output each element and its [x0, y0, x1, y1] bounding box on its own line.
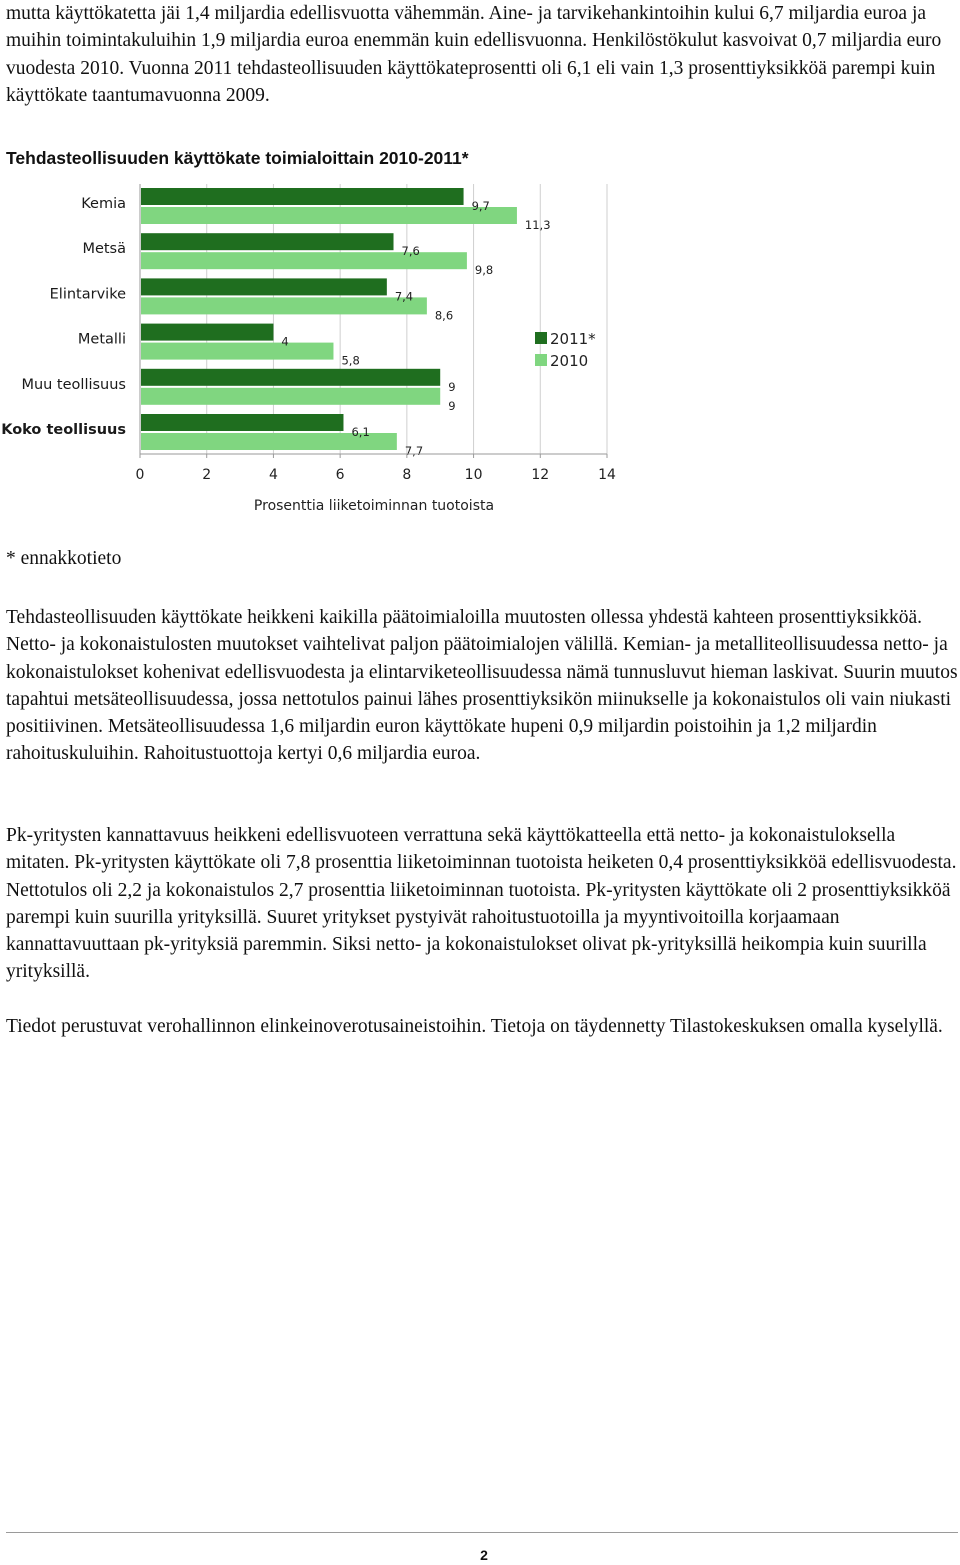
bar-2011 [141, 324, 273, 341]
data-label: 9,8 [474, 263, 494, 278]
x-tick-label: 0 [135, 467, 145, 483]
legend-label: 2010 [550, 352, 589, 370]
chart-footnote: * ennakkotieto [6, 548, 122, 569]
x-tick-label: 12 [531, 467, 550, 483]
bar-2010 [141, 297, 427, 314]
data-label: 7,4 [394, 289, 414, 304]
page-number: 2 [480, 1547, 488, 1563]
x-axis-label: Prosenttia liiketoiminnan tuotoista [253, 498, 495, 514]
intro-paragraph: mutta käyttökatetta jäi 1,4 miljardia edellisvuotta vähemmän. Aine- ja tarvikehankintoihin kului 6,7 miljardia euroa ja muihin toimintakuluihin 1,9 miljardia euroa enemmän kuin edellisvuonna. Henkilöstökulut kasvoivat 0,7 miljardia euro vuodesta 2010. Vuonna 2011 tehdasteollisuuden käyttökateprosentti oli 6,1 eli vain 1,3 prosenttiyksikköä parempi kuin käyttökate taantumavuonna 2009. [6, 3, 942, 106]
bar-chart [0, 170, 960, 520]
data-label: 6,1 [351, 425, 370, 439]
x-tick-label: 6 [335, 467, 345, 483]
chart-legend [535, 330, 596, 370]
data-label: 7,6 [401, 244, 420, 259]
body-paragraph-2: Pk-yritysten kannattavuus heikkeni edellisvuoteen verrattuna sekä käyttökatteella että netto- ja kokonaistuloksella mitaten. Pk-yritysten käyttökate oli 7,8 prosenttia liiketoiminnan tuotoista heiketen 0,4 prosenttiyksikköä edellisvuodesta. Nettotulos oli 2,2 ja kokonaistulos 2,7 prosenttia liiketoiminnan tuotoista. Pk-yritysten käyttökate oli 2 prosenttiyksikköä parempi kuin suurilla yrityksillä. Suuret yritykset pystyivät rahoitustuotoilla ja myyntivoitoilla korjaamaan kannattavuuttaan pk-yrityksiä paremmin. Siksi netto- ja kokonaistulokset olivat pk-yrityksillä heikompia kuin suurilla yrityksillä. [6, 825, 957, 983]
bar-2011 [141, 233, 394, 250]
category-label: Elintarvike [49, 286, 126, 303]
legend-swatch [535, 332, 547, 344]
x-tick-label: 14 [598, 467, 616, 483]
data-label: 7,7 [404, 444, 424, 458]
bar-2010 [141, 343, 333, 360]
chart-category-labels [1, 196, 126, 438]
x-tick-label: 10 [464, 467, 483, 483]
x-tick-label: 2 [202, 467, 212, 483]
category-label: Koko teollisuus [1, 422, 126, 438]
legend-swatch [535, 354, 547, 366]
bar-2011 [141, 414, 343, 431]
category-label: Metalli [77, 331, 126, 348]
bar-2010 [141, 207, 517, 224]
body-paragraph-1: Tehdasteollisuuden käyttökate heikkeni kaikilla päätoimialoilla muutosten ollessa yhdestä kahteen prosenttiyksikköä. Netto- ja kokonaistulosten muutokset vaihtelivat paljon päätoimialojen välillä. Kemian- ja metalliteollisuudessa netto- ja kokonaistulokset kohenivat edellisvuodesta ja elintarviketeollisuudessa nämä tunnusluvut hieman laskivat. Suurin muutos tapahtui metsäteollisuudessa, jossa nettotulos painui lähes prosenttiyksikön miinukselle ja kokonaistulos oli vain niukasti positiivinen. Metsäteollisuudessa 1,6 miljardin euron käyttökate hupeni 0,9 miljardin poistoihin ja 1,2 miljardin rahoituskuluihin. Rahoitustuottoja kertyi 0,6 miljardia euroa. [6, 607, 958, 765]
data-label: 4 [281, 334, 289, 349]
category-label: Metsä [82, 241, 126, 258]
data-label: 9,7 [471, 199, 490, 213]
footer-divider [6, 1532, 958, 1533]
chart-bars [141, 188, 517, 450]
x-tick-label: 4 [268, 467, 278, 483]
data-label: 9 [448, 379, 456, 394]
bar-2011 [141, 188, 464, 205]
x-tick-label: 8 [402, 467, 412, 483]
body-paragraph-3: Tiedot perustuvat verohallinnon elinkeinoverotusaineistoihin. Tietoja on täydennetty Tilastokeskuksen omalla kyselyllä. [6, 1016, 943, 1037]
data-label: 8,6 [434, 308, 454, 323]
category-label: Muu teollisuus [21, 376, 126, 393]
data-label: 11,3 [524, 218, 551, 232]
data-label: 5,8 [341, 353, 360, 368]
data-label: 9 [448, 398, 456, 413]
bar-2011 [141, 278, 387, 295]
legend-label: 2011* [550, 330, 596, 348]
bar-2011 [141, 369, 440, 386]
chart-title: Tehdasteollisuuden käyttökate toimialoittain 2010-2011* [6, 148, 469, 168]
category-label: Kemia [81, 196, 126, 212]
bar-2010 [141, 388, 440, 405]
